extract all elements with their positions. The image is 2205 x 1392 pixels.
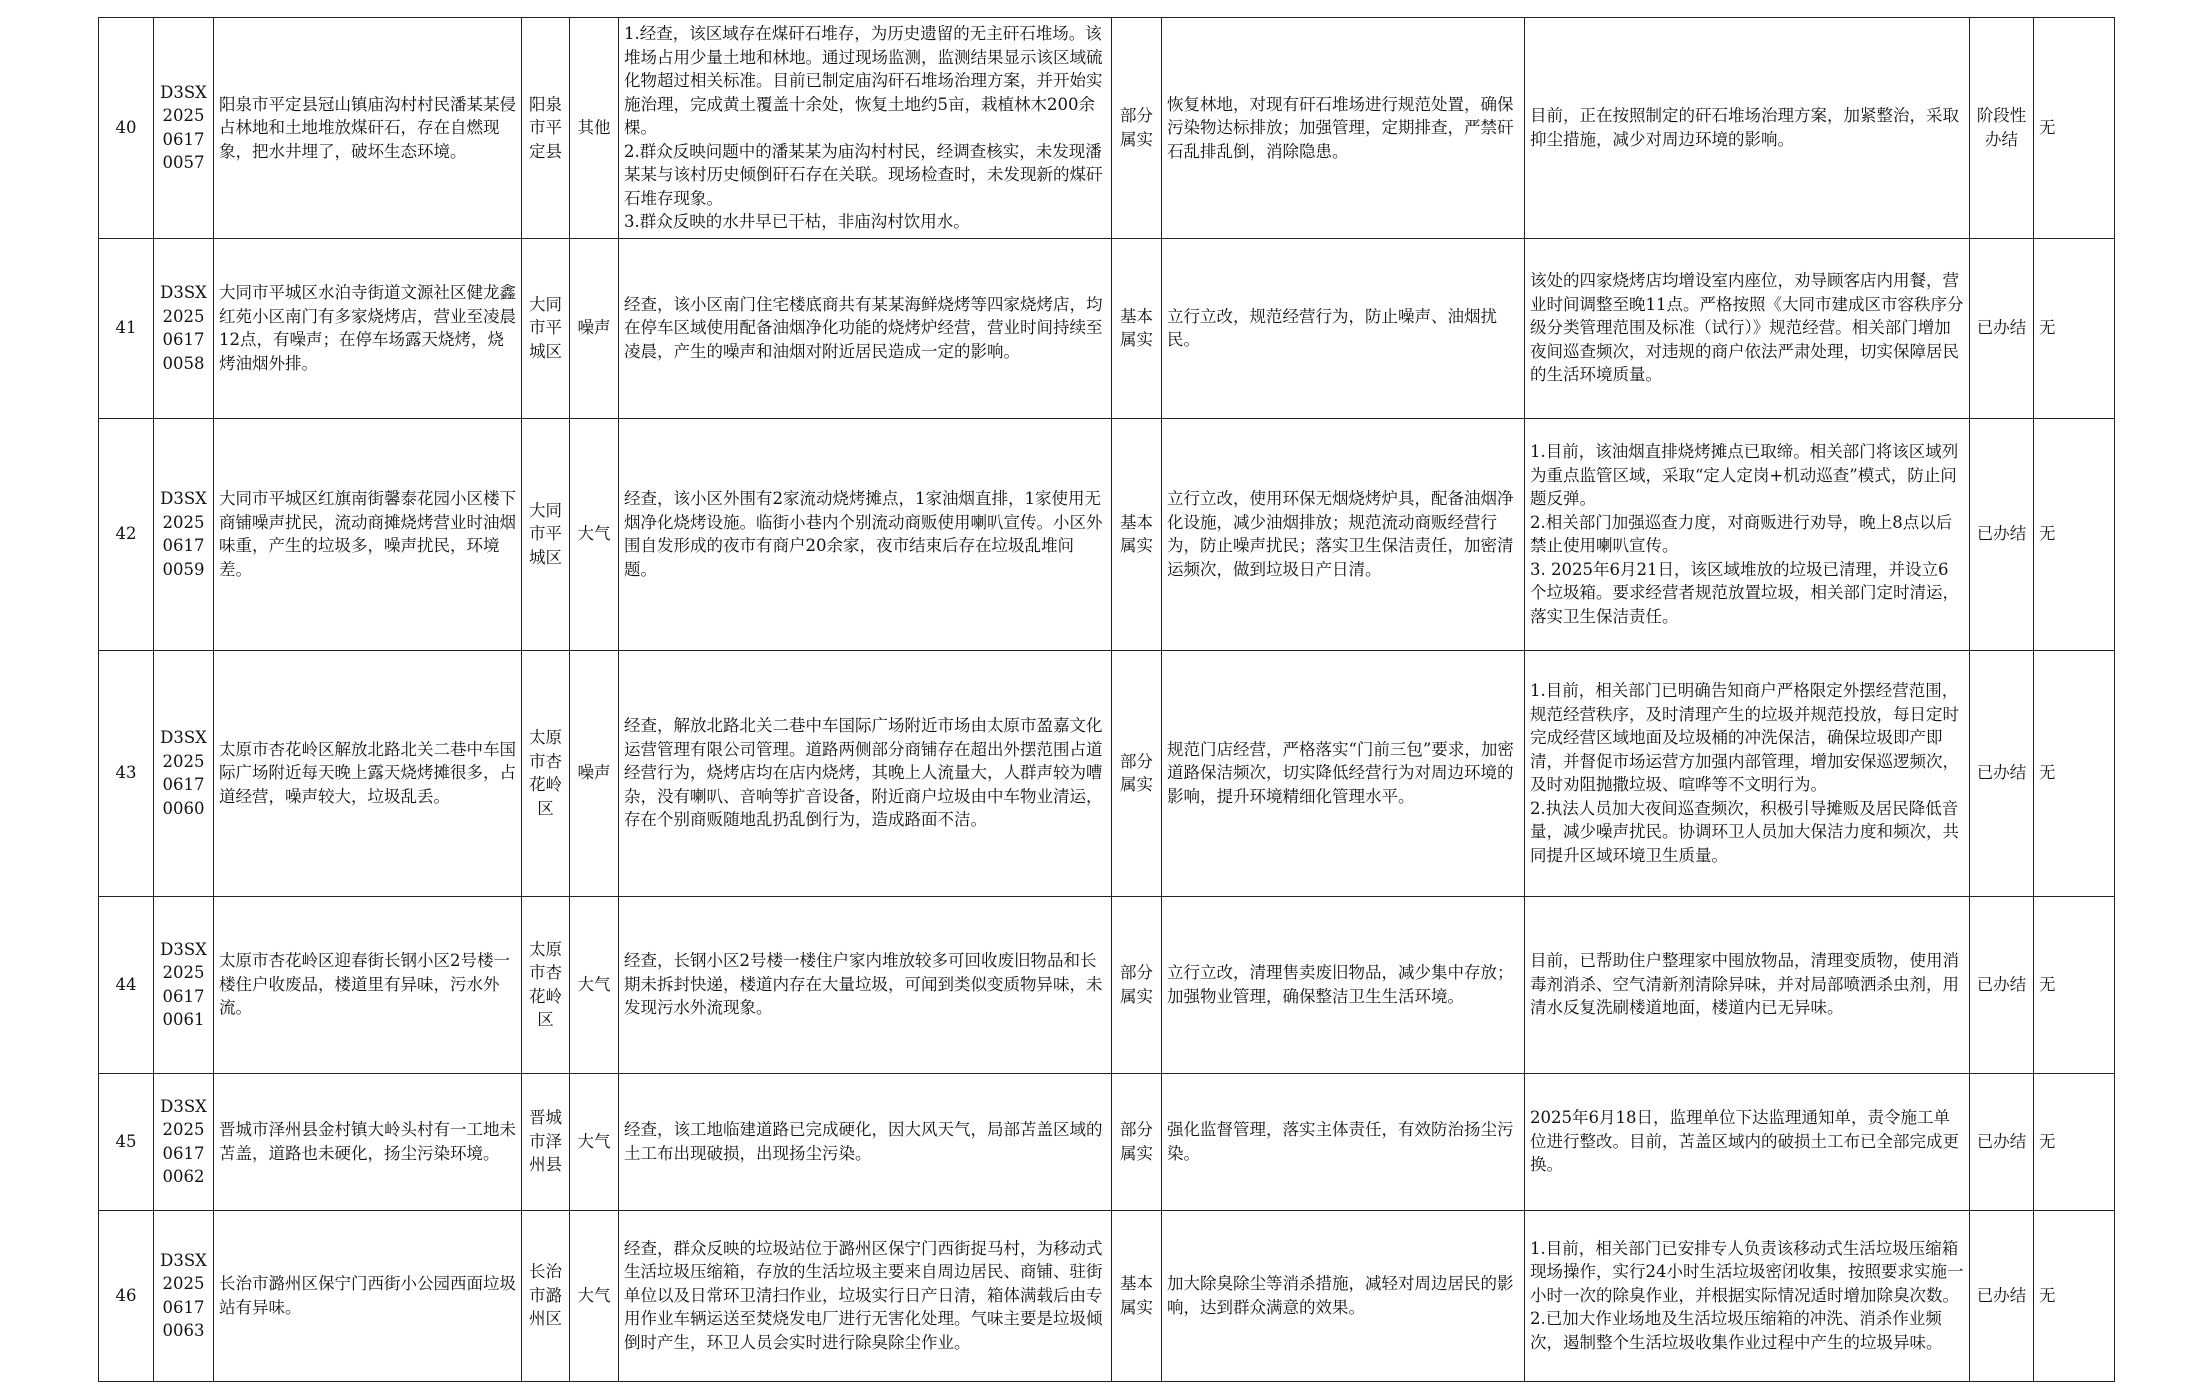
investigation-findings: 经查，该工地临建道路已完成硬化，因大风天气，局部苫盖区域的土工布出现破损，出现扬尘污染。: [619, 1073, 1112, 1210]
accountability: 无: [2034, 418, 2115, 650]
case-code: D3SX20250617 0060: [154, 650, 214, 896]
handling-progress: 目前，正在按照制定的矸石堆场治理方案，加紧整治，采取抑尘措施，减少对周边环境的影响。: [1525, 18, 1970, 239]
rectification-measures: 恢复林地，对现有矸石堆场进行规范处置，确保污染物达标排放；加强管理，定期排查，严禁矸石乱排乱倒，消除隐患。: [1162, 18, 1525, 239]
complaint-table: [98, 17, 2115, 1382]
rectification-measures: 立行立改，使用环保无烟烧烤炉具，配备油烟净化设施，减少油烟排放；规范流动商贩经营行为，防止噪声扰民；落实卫生保洁责任，加密清运频次，做到垃圾日产日清。: [1162, 418, 1525, 650]
completion-status: 已办结: [1970, 238, 2034, 418]
handling-progress: [1525, 418, 1970, 650]
handling-progress: 2025年6月18日，监理单位下达监理通知单，责令施工单位进行整改。目前，苫盖区域内的破损土工布已全部完成更换。: [1525, 1073, 1970, 1210]
pollution-type: 大气: [570, 896, 619, 1073]
investigation-findings: 经查，群众反映的垃圾站位于潞州区保宁门西街捉马村，为移动式生活垃圾压缩箱，存放的生活垃圾主要来自周边居民、商铺、驻街单位以及日常环卫清扫作业，垃圾实行日产日清，箱体满载后由专用作业车辆运送至焚烧发电厂进行无害化处理。气味主要是垃圾倾倒时产生，环卫人员会实时进行除臭除尘作业。: [619, 1210, 1112, 1381]
complaint-content: 大同市平城区水泊寺街道文源社区健龙鑫红苑小区南门有多家烧烤店，营业至凌晨12点，有噪声；在停车场露天烧烤，烧烤油烟外排。: [214, 238, 522, 418]
row-number: 44: [99, 896, 154, 1073]
verification-result: 部分属实: [1112, 896, 1162, 1073]
handling-progress-item: 3. 2025年6月21日，该区域堆放的垃圾已清理，并设立6个垃圾箱。要求经营者规范放置垃圾，相关部门定时清运，落实卫生保洁责任。: [1530, 559, 1959, 626]
handling-progress: 该处的四家烧烤店均增设室内座位，劝导顾客店内用餐，营业时间调整至晚11点。严格按照《大同市建成区市容秩序分级分类管理范围及标准（试行）》规范经营。相关部门增加夜间巡查频次，对违规的商户依法严肃处理，切实保障居民的生活环境质量。: [1525, 238, 1970, 418]
rectification-measures: 立行立改，规范经营行为，防止噪声、油烟扰民。: [1162, 238, 1525, 418]
investigation-findings: 经查，解放北路北关二巷中车国际广场附近市场由太原市盈嘉文化运营管理有限公司管理。道路两侧部分商铺存在超出外摆范围占道经营行为，烧烤店均在店内烧烤，其晚上人流量大，人群声较为嘈杂，没有喇叭、音响等扩音设备，附近商户垃圾由中车物业清运，存在个别商贩随地乱扔乱倒行为，造成路面不洁。: [619, 650, 1112, 896]
verification-result: 部分属实: [1112, 18, 1162, 239]
handling-progress-item: 1.目前，相关部门已安排专人负责该移动式生活垃圾压缩箱现场操作，实行24小时生活垃圾密闭收集，按照要求实施一小时一次的除臭作业，并根据实际情况适时增加除臭次数。: [1530, 1238, 1964, 1305]
table-row: [99, 1073, 2115, 1210]
pollution-type: 大气: [570, 1210, 619, 1381]
accountability: 无: [2034, 650, 2115, 896]
completion-status: 已办结: [1970, 1073, 2034, 1210]
verification-result: 基本属实: [1112, 1210, 1162, 1381]
case-code: D3SX20250617 0063: [154, 1210, 214, 1381]
completion-status: 已办结: [1970, 1210, 2034, 1381]
row-number: 42: [99, 418, 154, 650]
rectification-measures: 规范门店经营，严格落实“门前三包”要求，加密道路保洁频次，切实降低经营行为对周边环境的影响，提升环境精细化管理水平。: [1162, 650, 1525, 896]
completion-status: 已办结: [1970, 418, 2034, 650]
row-number: 43: [99, 650, 154, 896]
administrative-area: 太原市杏花岭区: [522, 896, 570, 1073]
table-row: [99, 18, 2115, 239]
pollution-type: 噪声: [570, 238, 619, 418]
rectification-measures: 立行立改，清理售卖废旧物品，减少集中存放；加强物业管理，确保整洁卫生生活环境。: [1162, 896, 1525, 1073]
handling-progress-item: 2.已加大作业场地及生活垃圾压缩箱的冲洗、消杀作业频次，遏制整个生活垃圾收集作业过程中产生的垃圾异味。: [1530, 1309, 1943, 1352]
case-code: D3SX20250617 0058: [154, 238, 214, 418]
administrative-area: 长治市潞州区: [522, 1210, 570, 1381]
case-code: D3SX20250617 0062: [154, 1073, 214, 1210]
table-row: [99, 418, 2115, 650]
handling-progress-item: 1.目前，该油烟直排烧烤摊点已取缔。相关部门将该区域列为重点监管区域，采取“定人定岗+机动巡查”模式，防止问题反弹。: [1530, 442, 1959, 508]
investigation-findings-item: 1.经查，该区域存在煤矸石堆存，为历史遗留的无主矸石堆场。该堆场占用少量土地和林地。通过现场监测，监测结果显示该区域硫化物超过相关标准。目前已制定庙沟矸石堆场治理方案，并开始实施治理，完成黄土覆盖十余处，恢复土地约5亩，栽植林木200余棵。: [624, 24, 1103, 137]
case-code: D3SX20250617 0057: [154, 18, 214, 239]
table-row: [99, 238, 2115, 418]
handling-progress-item: 2.相关部门加强巡查力度，对商贩进行劝导，晚上8点以后禁止使用喇叭宣传。: [1530, 512, 1953, 555]
investigation-findings: [619, 18, 1112, 239]
verification-result: 基本属实: [1112, 238, 1162, 418]
verification-result: 部分属实: [1112, 650, 1162, 896]
investigation-findings: 经查，该小区南门住宅楼底商共有某某海鲜烧烤等四家烧烤店，均在停车区域使用配备油烟净化功能的烧烤炉经营，营业时间持续至凌晨，产生的噪声和油烟对附近居民造成一定的影响。: [619, 238, 1112, 418]
accountability: 无: [2034, 18, 2115, 239]
complaint-content: 太原市杏花岭区迎春街长钢小区2号楼一楼住户收废品，楼道里有异味，污水外流。: [214, 896, 522, 1073]
administrative-area: 大同市平城区: [522, 238, 570, 418]
handling-progress-item: 2.执法人员加大夜间巡查频次，积极引导摊贩及居民降低音量，减少噪声扰民。协调环卫人员加大保洁力度和频次，共同提升区域环境卫生质量。: [1530, 798, 1959, 865]
row-number: 41: [99, 238, 154, 418]
row-number: 40: [99, 18, 154, 239]
table-row: [99, 1210, 2115, 1381]
administrative-area: 太原市杏花岭区: [522, 650, 570, 896]
verification-result: 部分属实: [1112, 1073, 1162, 1210]
administrative-area: 晋城市泽州县: [522, 1073, 570, 1210]
administrative-area: 大同市平城区: [522, 418, 570, 650]
table-row: [99, 896, 2115, 1073]
handling-progress: [1525, 650, 1970, 896]
table-row: [99, 650, 2115, 896]
completion-status: 已办结: [1970, 650, 2034, 896]
verification-result: 基本属实: [1112, 418, 1162, 650]
accountability: 无: [2034, 238, 2115, 418]
row-number: 46: [99, 1210, 154, 1381]
pollution-type: 噪声: [570, 650, 619, 896]
pollution-type: 其他: [570, 18, 619, 239]
handling-progress: 目前，已帮助住户整理家中囤放物品，清理变质物，使用消毒剂消杀、空气清新剂清除异味，并对局部喷洒杀虫剂，用清水反复洗刷楼道地面，楼道内已无异味。: [1525, 896, 1970, 1073]
complaint-content: 阳泉市平定县冠山镇庙沟村村民潘某某侵占林地和土地堆放煤矸石，存在自燃现象，把水井埋了，破坏生态环境。: [214, 18, 522, 239]
pollution-type: 大气: [570, 1073, 619, 1210]
investigation-findings: 经查，长钢小区2号楼一楼住户家内堆放较多可回收废旧物品和长期未拆封快递，楼道内存在大量垃圾，可闻到类似变质物异味，未发现污水外流现象。: [619, 896, 1112, 1073]
completion-status: 阶段性办结: [1970, 18, 2034, 239]
complaint-content: 大同市平城区红旗南街馨泰花园小区楼下商铺噪声扰民，流动商摊烧烤营业时油烟味重，产生的垃圾多，噪声扰民，环境差。: [214, 418, 522, 650]
rectification-measures: 加大除臭除尘等消杀措施，减轻对周边居民的影响，达到群众满意的效果。: [1162, 1210, 1525, 1381]
accountability: 无: [2034, 1210, 2115, 1381]
complaint-content: 长治市潞州区保宁门西街小公园西面垃圾站有异味。: [214, 1210, 522, 1381]
accountability: 无: [2034, 896, 2115, 1073]
case-code: D3SX20250617 0061: [154, 896, 214, 1073]
investigation-findings: 经查，该小区外围有2家流动烧烤摊点，1家油烟直排，1家使用无烟净化烧烤设施。临街小巷内个别流动商贩使用喇叭宣传。小区外围自发形成的夜市有商户20余家，夜市结束后存在垃圾乱堆问题。: [619, 418, 1112, 650]
investigation-findings-item: 3.群众反映的水井早已干枯，非庙沟村饮用水。: [624, 212, 970, 231]
investigation-findings-item: 2.群众反映问题中的潘某某为庙沟村村民，经调查核实，未发现潘某某与该村历史倾倒矸石存在关联。现场检查时，未发现新的煤矸石堆存现象。: [624, 141, 1103, 208]
complaint-content: 晋城市泽州县金村镇大岭头村有一工地未苫盖，道路也未硬化，扬尘污染环境。: [214, 1073, 522, 1210]
rectification-measures: 强化监督管理，落实主体责任，有效防治扬尘污染。: [1162, 1073, 1525, 1210]
completion-status: 已办结: [1970, 896, 2034, 1073]
case-code: D3SX20250617 0059: [154, 418, 214, 650]
accountability: 无: [2034, 1073, 2115, 1210]
administrative-area: 阳泉市平定县: [522, 18, 570, 239]
row-number: 45: [99, 1073, 154, 1210]
complaint-content: 太原市杏花岭区解放北路北关二巷中车国际广场附近每天晚上露天烧烤摊很多，占道经营，噪声较大，垃圾乱丢。: [214, 650, 522, 896]
pollution-type: 大气: [570, 418, 619, 650]
handling-progress: [1525, 1210, 1970, 1381]
handling-progress-item: 1.目前，相关部门已明确告知商户严格限定外摆经营范围，规范经营秩序，及时清理产生的垃圾并规范投放，每日定时完成经营区域地面及垃圾桶的冲洗保洁，确保垃圾即产即清，并督促市场运营方加强内部管理，增加安保巡逻频次，及时劝阻抛撒垃圾、喧哗等不文明行为。: [1530, 681, 1959, 794]
